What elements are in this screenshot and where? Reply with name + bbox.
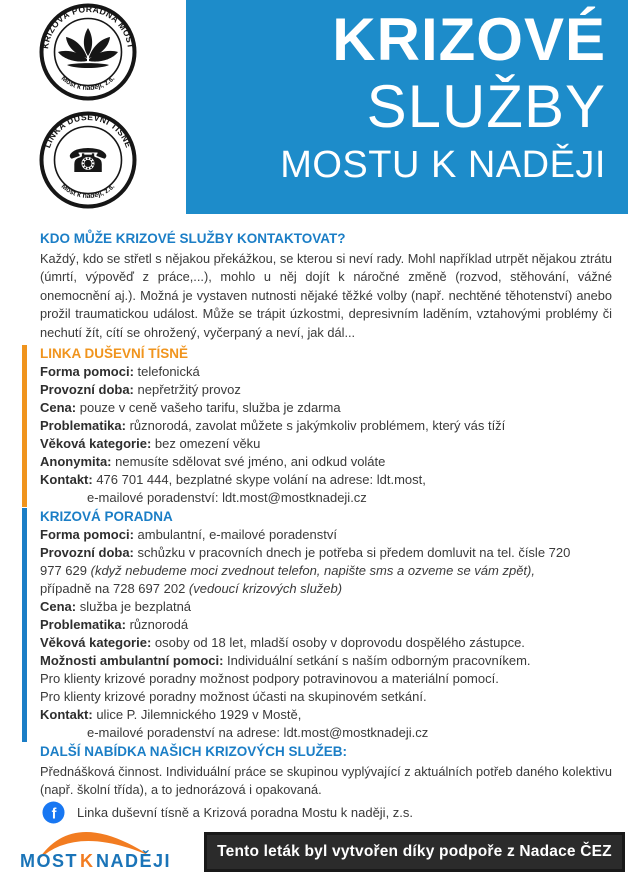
header-title-line2: SLUŽBY [366, 73, 606, 140]
poradna-row-kontakt: Kontakt: ulice P. Jilemnického 1929 v Mostě, [40, 707, 302, 722]
linka-row-anonymita: Anonymita: nemusíte sdělovat své jméno, ani odkud voláte [40, 454, 386, 469]
section-intro [40, 230, 612, 342]
header-title-line3: MOSTU K NADĚJI [280, 144, 606, 186]
poradna-row-extra1: Pro klienty krizové poradny možnost podpory potravinovou a materiální pomocí. [40, 671, 499, 686]
poradna-row-extra2: Pro klienty krizové poradny možnost účasti na skupinovém setkání. [40, 689, 427, 704]
cez-banner-text: Tento leták byl vytvořen díky podpoře z Nadace ČEZ [217, 843, 612, 860]
svg-text:f: f [51, 806, 57, 823]
intro-heading: KDO MŮŽE KRIZOVÉ SLUŽBY KONTAKTOVAT? [40, 231, 346, 246]
section-dalsi-nabidka [40, 743, 612, 800]
telephone-icon: ☎ [67, 142, 109, 179]
most-k-nadeji-logo [16, 820, 194, 870]
section-linka-dusevni-tisne [22, 345, 594, 507]
linka-row-kontakt: Kontakt: 476 701 444, bezplatné skype volání na adrese: ldt.most, [40, 472, 426, 487]
linka-dusevni-tisne-stamp [38, 110, 138, 210]
stamp-ring-text-bottom: Most k naději, z.s. [59, 75, 117, 93]
cez-support-banner [204, 832, 625, 872]
linka-row-vekova: Věková kategorie: bez omezení věku [40, 436, 261, 451]
poradna-row-provozni: Provozní doba: schůzku v pracovních dnech je potřeba si předem domluvit na tel. čísle 720 977 629 (když nebudeme moci zvednout telefon, napište sms a ozveme se vám zpět), případně na 728 697 202 (vedoucí krizových služeb) [40, 545, 571, 596]
section-krizova-poradna [22, 508, 594, 742]
poradna-row-problematika: Problematika: různorodá [40, 617, 189, 632]
logo-word-nadeji: NADĚJI [96, 851, 172, 870]
svg-text:Most k naději, z.s. [60, 75, 117, 92]
linka-row-kontakt-email: e-mailové poradenství: ldt.most@mostknadeji.cz [87, 490, 367, 505]
linka-heading: LINKA DUŠEVNÍ TÍSNĚ [40, 346, 189, 361]
dalsi-heading: DALŠÍ NABÍDKA NAŠICH KRIZOVÝCH SLUŽEB: [40, 744, 347, 759]
logo-word-k: K [80, 851, 93, 870]
poradna-row-vekova: Věková kategorie: osoby od 18 let, mladší osoby v doprovodu dospělého zástupce. [40, 635, 525, 650]
linka-row-cena: Cena: pouze v ceně vašeho tarifu, služba je zdarma [40, 400, 341, 415]
header-title-line1: KRIZOVÉ [332, 6, 606, 73]
stamp-ring-text-bottom: Most k naději, z.s. [59, 183, 117, 201]
krizova-poradna-stamp [38, 2, 138, 102]
stamp-ring-text-top: LINKA DUŠEVNÍ TÍSNĚ [42, 111, 134, 150]
linka-row-provozni: Provozní doba: nepřetržitý provoz [40, 382, 241, 397]
poradna-row-kontakt-email: e-mailové poradenství na adrese: ldt.most@mostknadeji.cz [87, 725, 429, 740]
header-banner [186, 0, 628, 214]
facebook-label: Linka duševní tísně a Krizová poradna Mostu k naději, z.s. [77, 805, 414, 820]
intro-paragraph: Každý, kdo se střetl s nějakou překážkou, se kterou si neví rady. Mohl například utrpět nějakou ztrátu (úmrtí, výpověď z práce,...), mohlo u něj dojít k náročné změně (rozvod, stěhování, vážné onemocnění aj.). Možná je vystaven nutnosti nějaké těžké volby (např. nechtěné těhotenství) anebo prožil traumatickou událost. Může se trápit úzkostmi, depresivním laděním, vztahovými problémy či nechutí žít, cítí se ohrožený, vyčerpaný a neví, jak dál... [40, 251, 612, 340]
dalsi-paragraph: Přednášková činnost. Individuální práce se skupinou vyplývající z aktuálních potřeb daného kolektivu (např. školní třída), a to jednorázová i opakovaná. [40, 764, 612, 798]
linka-row-forma: Forma pomoci: telefonická [40, 364, 200, 379]
stamp-ring-text-top: KRIZOVÁ PORADNA MOST [40, 3, 136, 50]
logo-word-most: MOST [20, 851, 78, 870]
poradna-row-forma: Forma pomoci: ambulantní, e-mailové poradenství [40, 527, 337, 542]
poradna-row-cena: Cena: služba je bezplatná [40, 599, 192, 614]
poradna-heading: KRIZOVÁ PORADNA [40, 509, 173, 524]
svg-text:Most k naději, z.s. [60, 183, 117, 200]
poradna-row-moznosti: Možnosti ambulantní pomoci: Individuální setkání s naším odborným pracovníkem. [40, 653, 531, 668]
lotus-icon [58, 28, 118, 68]
linka-row-problematika: Problematika: různorodá, zavolat můžete s jakýmkoliv problémem, který vás tíží [40, 418, 506, 433]
